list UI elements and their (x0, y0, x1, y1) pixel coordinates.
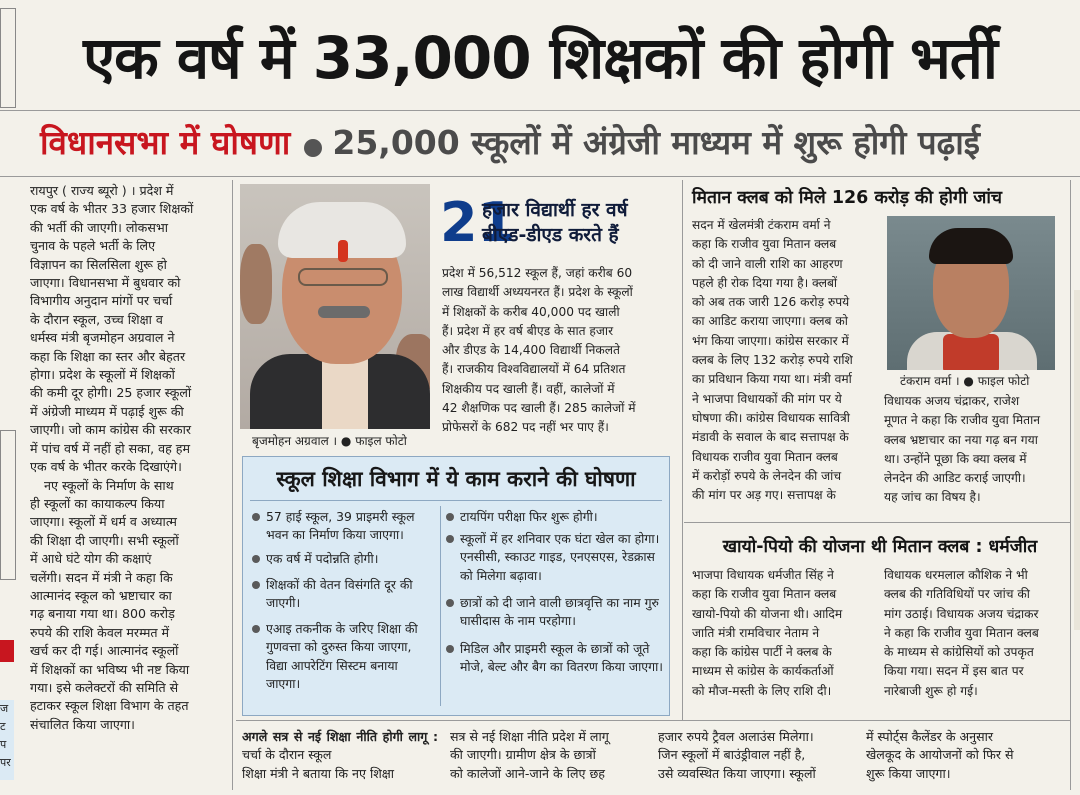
announcements-title: स्कूल शिक्षा विभाग में ये काम कराने की घोषणा (276, 467, 636, 491)
announcement-item: शिक्षकों की वेतन विसंगति दूर की जाएगी। (252, 576, 434, 613)
box21-body (442, 264, 674, 444)
col1-line: संचालित किया जाएगा। (30, 716, 135, 732)
bottom-line: को कालेजों आने-जाने के लिए छह (450, 765, 605, 781)
col1-line: में पांच वर्ष में नहीं हो सका, वह हम (30, 440, 191, 456)
bullet-icon (304, 139, 322, 157)
bottom-line: में स्पोर्ट्स कैलेंडर के अनुसार (866, 729, 994, 744)
bottom-col-2 (450, 728, 646, 788)
bottom-lead: अगले सत्र से नई शिक्षा नीति होगी लागू : (242, 729, 438, 744)
edge-fragment (0, 8, 16, 108)
photo1-caption: बृजमोहन अग्रवाल । ● फाइल फोटो (252, 434, 407, 448)
bottom-line: की जाएगी। ग्रामीण क्षेत्र के छात्रों (450, 747, 596, 763)
bottom-col-4 (866, 728, 1062, 788)
col1-line: में आधे घंटे योग की कक्षाएं (30, 551, 152, 567)
divider (684, 522, 1070, 523)
box21-line: 42 शैक्षणिक पद खाली हैं। 285 कालेजों में (442, 401, 636, 416)
khayo-line: माध्यम से कांग्रेस के कार्यकर्ताओं (692, 664, 834, 679)
announcement-item: एक वर्ष में पदोन्नति होगी। (252, 550, 434, 568)
subheadline (0, 110, 1080, 176)
khayo-line: किया गया। सदन में इस बात पर (884, 664, 1024, 679)
announcement-item: एआइ तकनीक के जरिए शिक्षा की गुणवत्ता को दुरुस्त किया जाएगा, विद्या आपरेटिंग सिस्टम बनाया जाएगा। (252, 620, 434, 694)
col1-line: जाएगी। जो काम कांग्रेस की सरकार (30, 422, 192, 438)
box21-line: में शिक्षकों के करीब 40,000 पद खाली (442, 304, 620, 319)
mitan-line: का आडिट कराया जाएगा। क्लब को (692, 314, 848, 329)
mitan-line: की मांग पर अड़ गए। सत्तापक्ष के (692, 488, 836, 503)
bottom-line: हजार रुपये ट्रैवल अलाउंस मिलेगा। (658, 729, 814, 744)
bottom-line: शुरू किया जाएगा। (866, 765, 951, 781)
column-divider (1070, 180, 1071, 790)
edge-fragment (0, 640, 14, 662)
box21-line: और डीएड के 14,400 विद्यार्थी निकलते (442, 343, 620, 358)
col1-line: रायपुर ( राज्य ब्यूरो ) । प्रदेश में (30, 183, 174, 198)
mitan-line: सदन में खेलमंत्री टंकराम वर्मा ने (692, 218, 831, 232)
box21-line: हैं। राजकीय विश्वविद्यालयों में 64 प्रतिशत (442, 362, 626, 377)
edge-letter: ज (0, 702, 9, 715)
mitan-body-2 (884, 392, 1064, 516)
mitan-line: मंडावी के सवाल के बाद सत्तापक्ष के (692, 430, 849, 445)
subhead-red: विधानसभा में घोषणा (40, 123, 291, 162)
col1-line: विभागीय अनुदान मांगों पर चर्चा (30, 293, 173, 309)
bottom-col-1 (242, 728, 438, 788)
mitan-body (692, 216, 878, 512)
subhead-grey: 25,000 स्कूलों में अंग्रेजी माध्यम में शुरू होगी पढ़ाई (332, 123, 980, 162)
col1-line: हटाकर स्कूल शिक्षा विभाग के तहत (30, 698, 189, 714)
bottom-col-3 (658, 728, 858, 788)
col1-line: एक वर्ष के भीतर 33 हजार शिक्षकों (30, 201, 194, 217)
khayo-line: ने कहा कि राजीव युवा मितान क्लब (884, 625, 1039, 640)
khayo-line: नारेबाजी शुरू हो गई। (884, 683, 978, 698)
announcement-item: टायपिंग परीक्षा फिर शुरू होगी। (446, 508, 664, 526)
col1-line: कहा कि शिक्षा का स्तर और बेहतर (30, 348, 186, 364)
khayo-line: विधायक धरमलाल कौशिक ने भी (884, 568, 1028, 582)
col1-line: होगा। प्रदेश के स्कूलों में शिक्षकों (30, 367, 175, 383)
mitan-line: का प्रविधान किया गया था। मंत्री वर्मा (692, 372, 852, 387)
col1-line: नए स्कूलों के निर्माण के साथ (44, 477, 174, 493)
mitan-line: लेनदेन की आडिट कराई जाएगी। (884, 471, 1026, 486)
bottom-line: सत्र से नई शिक्षा नीति प्रदेश में लागू (450, 729, 609, 744)
headline: एक वर्ष में 33,000 शिक्षकों की होगी भर्ती (83, 24, 997, 92)
announcement-item: मिडिल और प्राइमरी स्कूल के छात्रों को जूते मोजे, बेल्ट और बैग का वितरण किया जाएगा। (446, 640, 664, 677)
khayo-line: कहा कि कांग्रेस पार्टी ने क्लब के (692, 645, 832, 660)
col1-line: जाएगा। स्कूलों में धर्म व अध्यात्म (30, 514, 177, 530)
mitan-line: कहा कि राजीव युवा मितान क्लब (692, 237, 837, 252)
col1-line: की भर्ती की जाएगी। लोकसभा (30, 219, 168, 235)
bottom-line: शिक्षा मंत्री ने बताया कि नए शिक्षा (242, 765, 395, 781)
photo-tankram (887, 216, 1055, 370)
col1-line: आत्मानंद स्कूल को भ्रष्टाचार का (30, 587, 172, 603)
mitan-line: को अब तक जारी 126 करोड़ रुपये (692, 295, 850, 310)
box21-line: प्रोफेसरों के 682 पद नहीं भर पाए हैं। (442, 420, 609, 435)
box21-line: प्रदेश में 56,512 स्कूल हैं, जहां करीब 60 (442, 266, 633, 280)
box21-line: लाख विद्यार्थी अध्ययनरत हैं। प्रदेश के स्कूलों (442, 285, 633, 300)
khayo-right (884, 566, 1066, 716)
col1-line: जाएगा। विधानसभा में बुधवार को (30, 275, 181, 291)
column-1-text (30, 182, 226, 792)
mitan-line: भंग किया जाएगा। कांग्रेस सरकार में (692, 333, 849, 348)
big-number: 21 (440, 191, 516, 254)
col1-line: एक वर्ष के भीतर करके दिखाएंगे। (30, 459, 182, 475)
mitan-line: ने भाजपा विधायकों की मांग पर ये (692, 391, 842, 406)
khayo-line: क्लब की गतिविधियों पर जांच की (884, 587, 1030, 602)
mitan-line: मूणत ने कहा कि राजीव युवा मितान (884, 413, 1040, 428)
announcement-item: छात्रों को दी जाने वाली छात्रवृत्ति का नाम गुरु घासीदास के नाम परहोगा। (446, 594, 664, 631)
mitan-line: विधायक राजीव युवा मितान क्लब (692, 449, 838, 464)
mitan-line: था। उन्होंने पूछा कि क्या क्लब में (884, 451, 1027, 466)
col1-line: में अंग्रेजी माध्यम में पढ़ाई शुरू की (30, 403, 184, 419)
mitan-heading: मितान क्लब को मिले 126 करोड़ की होगी जांच (692, 188, 1003, 208)
col1-line: चुनाव के पहले भर्ती के लिए (30, 238, 156, 254)
mitan-line: में करोड़ों रुपये के लेनदेन की जांच (692, 468, 842, 483)
khayo-line: जाति मंत्री रामविचार नेताम ने (692, 625, 820, 640)
photo-brijmohan (240, 184, 430, 429)
col1-line: धर्मस्व मंत्री बृजमोहन अग्रवाल ने (30, 330, 175, 346)
announcement-item: 57 हाई स्कूल, 39 प्राइमरी स्कूल भवन का निर्माण किया जाएगा। (252, 508, 434, 545)
edge-fragment (1074, 290, 1080, 630)
edge-letter: प (0, 738, 7, 751)
divider (0, 110, 1080, 111)
col1-line: में शिक्षकों का भविष्य भी नष्ट किया (30, 661, 190, 677)
bottom-line: उसे व्यवस्थित किया जाएगा। स्कूलों (658, 765, 816, 781)
khayo-left (692, 566, 878, 716)
box21-line: हैं। प्रदेश में हर वर्ष बीएड के सात हजार (442, 323, 614, 338)
bottom-line: खेलकूद के आयोजनों को फिर से (866, 747, 1014, 763)
col1-line: के दौरान स्कूल, उच्च शिक्षा व (30, 311, 163, 327)
edge-fragment (0, 430, 16, 580)
mitan-line: क्लब के लिए 132 करोड़ रुपये राशि (692, 353, 853, 368)
col1-line: खर्च कर दी गई। आत्मानंद स्कूलों (30, 643, 179, 659)
col1-line: गढ़ बनाया गया था। 800 करोड़ (30, 606, 175, 622)
col1-line: चलेंगी। सदन में मंत्री ने कहा कि (30, 569, 173, 585)
mitan-line: घोषणा की। कांग्रेस विधायक सावित्री (692, 410, 850, 425)
column-divider (440, 506, 441, 706)
photo2-caption: टंकराम वर्मा । ● फाइल फोटो (900, 374, 1030, 388)
mitan-line: पहले ही रोक दिया गया है। क्लबों (692, 275, 838, 290)
edge-letter: पर (0, 756, 11, 769)
khayo-line: कहा कि राजीव युवा मितान क्लब (692, 587, 837, 602)
khayo-line: खायो-पियो की योजना थी। आदिम (692, 606, 843, 621)
column-divider (682, 180, 683, 720)
box21-line: शिक्षकीय पद खाली हैं। वहीं, कालेजों में (442, 381, 615, 396)
khayo-line: मांग उठाई। विधायक अजय चंद्राकर (884, 606, 1039, 621)
divider (236, 720, 1070, 721)
announcement-item: स्कूलों में हर शनिवार एक घंटा खेल का होगा। एनसीसी, स्काउट गाइड, एनएसएस, रेडक्रास को मिलेगा बढ़ावा। (446, 530, 664, 585)
col1-line: ही स्कूलों का कायाकल्प किया (30, 495, 165, 511)
mitan-line: क्लब भ्रष्टाचार का नया गढ़ बन गया (884, 432, 1038, 447)
khayo-line: के माध्यम से कांग्रेसियों को उपकृत (884, 645, 1034, 660)
col1-line: की कमी दूर होगी। 25 हजार स्कूलों (30, 385, 192, 401)
khayo-line: को मौज-मस्ती के लिए राशि दी। (692, 683, 832, 698)
col1-line: गया। इसे कलेक्टरों की समिति से (30, 679, 179, 695)
khayo-line: भाजपा विधायक धर्मजीत सिंह ने (692, 568, 834, 582)
bottom-line: जिन स्कूलों में बाउंड्रीवाल नहीं है, (658, 747, 806, 763)
edge-letter: ट (0, 720, 6, 733)
mitan-line: विधायक अजय चंद्राकर, राजेश (884, 394, 1020, 408)
box21-heading: हजार विद्यार्थी हर वर्ष बीएड-डीएड करते हैं (482, 199, 628, 246)
khayo-heading: खायो-पियो की योजना थी मितान क्लब : धर्मजीत (722, 537, 1038, 557)
mitan-line: यह जांच का विषय है। (884, 490, 981, 505)
bottom-line: चर्चा के दौरान स्कूल (242, 747, 332, 763)
col1-line: रुपये की राशि केवल मरम्मत में (30, 624, 170, 640)
col1-line: विज्ञापन का सिलसिला शुरू हो (30, 256, 167, 272)
col1-line: की शिक्षा दी जाएगी। सभी स्कूलों (30, 532, 179, 548)
edge-text (0, 700, 14, 772)
divider (250, 500, 662, 501)
divider (0, 176, 1080, 177)
column-divider (232, 180, 233, 790)
mitan-line: को दी जाने वाली राशि का आहरण (692, 256, 843, 271)
